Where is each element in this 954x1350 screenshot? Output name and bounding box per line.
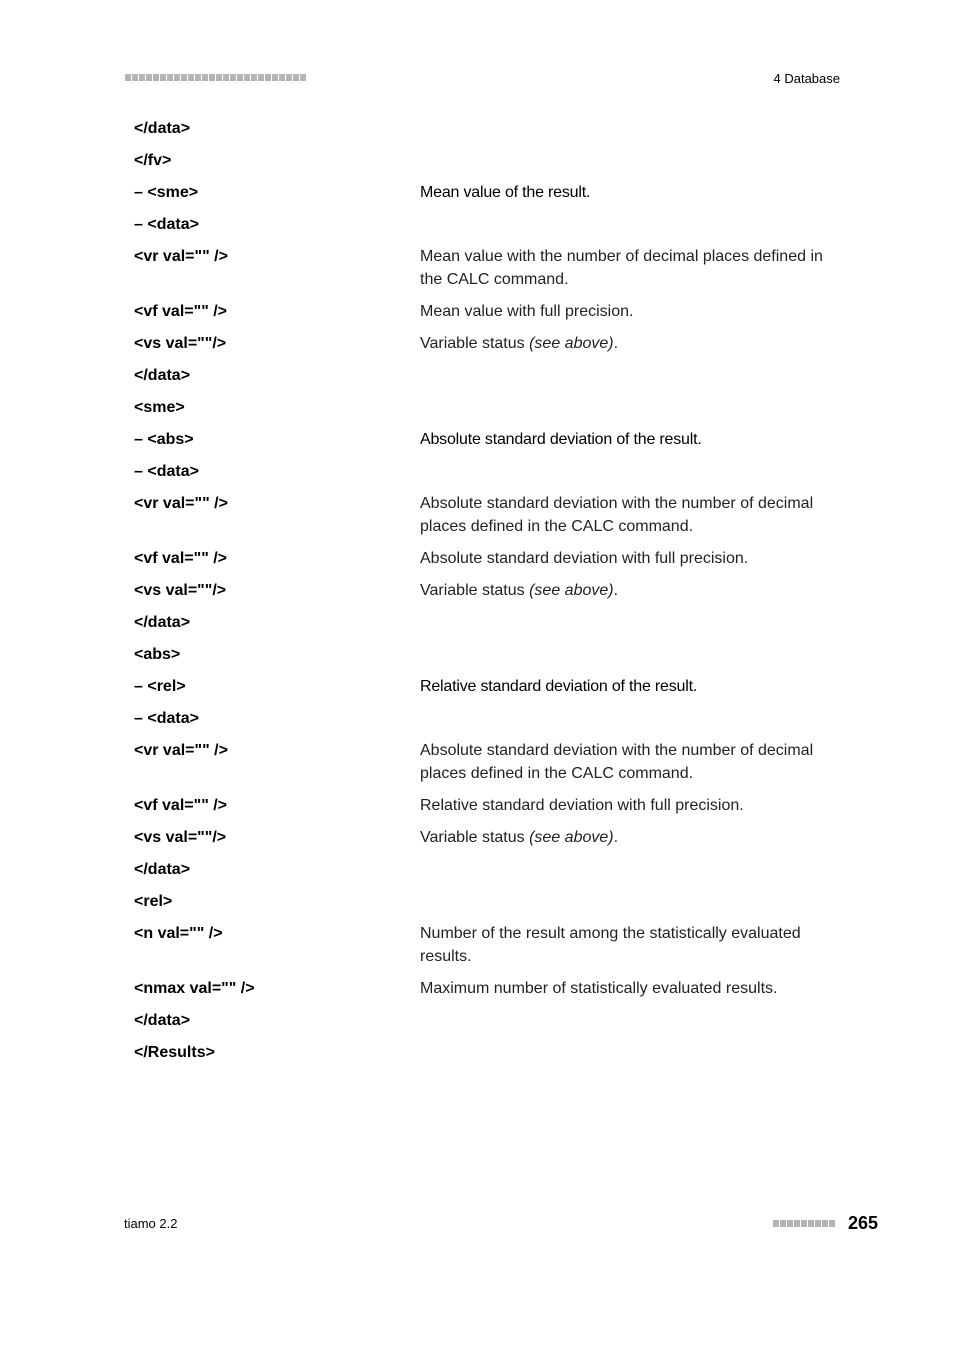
table-row [134, 397, 840, 429]
tag-description [420, 333, 840, 356]
description-suffix: . [613, 582, 619, 599]
table-row [134, 429, 840, 461]
xml-tag: – <sme> [134, 184, 199, 201]
xml-tag: – <data> [134, 463, 199, 480]
description-italic: (see above) [529, 582, 614, 599]
xml-tag: <n val="" /> [134, 925, 223, 942]
xml-tag: </data> [134, 861, 191, 878]
tag-description: Absolute standard deviation with the number of decimal places defined in the CALC command. [420, 495, 814, 535]
xml-element-list [134, 118, 840, 1074]
description-suffix: . [613, 829, 619, 846]
description-suffix: . [613, 335, 619, 352]
product-name: tiamo 2.2 [124, 1216, 178, 1231]
table-row [134, 365, 840, 397]
xml-tag: <vf val="" /> [134, 303, 228, 320]
tag-description [420, 827, 840, 850]
xml-tag: <vs val=""/> [134, 582, 227, 599]
tag-description: Absolute standard deviation with full precision. [420, 550, 749, 567]
xml-tag: <vf val="" /> [134, 550, 228, 567]
table-row [134, 548, 840, 580]
table-row [134, 493, 840, 548]
xml-tag: </Results> [134, 1044, 215, 1061]
xml-tag: </data> [134, 120, 191, 137]
xml-tag: </data> [134, 1012, 191, 1029]
xml-tag: – <rel> [134, 678, 186, 695]
xml-tag: – <data> [134, 216, 199, 233]
description-italic: (see above) [529, 335, 614, 352]
xml-tag: <vr val="" /> [134, 495, 228, 512]
table-row [134, 827, 840, 859]
xml-tag: <nmax val="" /> [134, 980, 255, 997]
table-row [134, 150, 840, 182]
table-row [134, 1042, 840, 1074]
table-row [134, 644, 840, 676]
tag-description: Absolute standard deviation with the number of decimal places defined in the CALC command. [420, 742, 814, 782]
description-text: Variable status [420, 582, 530, 599]
table-row [134, 612, 840, 644]
table-row [134, 246, 840, 301]
table-row [134, 859, 840, 891]
table-row [134, 708, 840, 740]
xml-tag: <abs> [134, 646, 181, 663]
xml-tag: – <data> [134, 710, 199, 727]
tag-description: Absolute standard deviation of the result. [420, 431, 702, 448]
description-italic: (see above) [529, 829, 614, 846]
tag-description: Maximum number of statistically evaluated results. [420, 980, 778, 997]
xml-tag: <sme> [134, 399, 185, 416]
table-row [134, 923, 840, 978]
tag-description: Relative standard deviation with full precision. [420, 797, 744, 814]
table-row [134, 214, 840, 246]
description-text: Variable status [420, 829, 530, 846]
table-row [134, 118, 840, 150]
xml-tag: <vr val="" /> [134, 248, 228, 265]
table-row [134, 740, 840, 795]
xml-tag: </data> [134, 614, 191, 631]
table-row [134, 978, 840, 1010]
xml-tag: <rel> [134, 893, 173, 910]
table-row [134, 676, 840, 708]
header-decoration [125, 74, 306, 81]
tag-description: Mean value with the number of decimal places defined in the CALC command. [420, 248, 823, 288]
table-row [134, 891, 840, 923]
xml-tag: <vs val=""/> [134, 829, 227, 846]
tag-description: Relative standard deviation of the result. [420, 678, 698, 695]
chapter-title: 4 Database [773, 71, 840, 86]
tag-description: Number of the result among the statistically evaluated results. [420, 925, 801, 965]
page-number: 265 [847, 1213, 878, 1233]
table-row [134, 580, 840, 612]
table-row [134, 461, 840, 493]
xml-tag: <vf val="" /> [134, 797, 228, 814]
xml-tag: <vr val="" /> [134, 742, 228, 759]
table-row [134, 182, 840, 214]
tag-description: Mean value with full precision. [420, 303, 634, 320]
table-row [134, 1010, 840, 1042]
xml-tag: <vs val=""/> [134, 335, 227, 352]
table-row [134, 301, 840, 333]
xml-tag: </data> [134, 367, 191, 384]
table-row [134, 795, 840, 827]
xml-tag: </fv> [134, 152, 172, 169]
xml-tag: – <abs> [134, 431, 194, 448]
tag-description [420, 580, 840, 603]
tag-description: Mean value of the result. [420, 184, 591, 201]
footer-decoration [773, 1220, 835, 1227]
description-text: Variable status [420, 335, 530, 352]
table-row [134, 333, 840, 365]
